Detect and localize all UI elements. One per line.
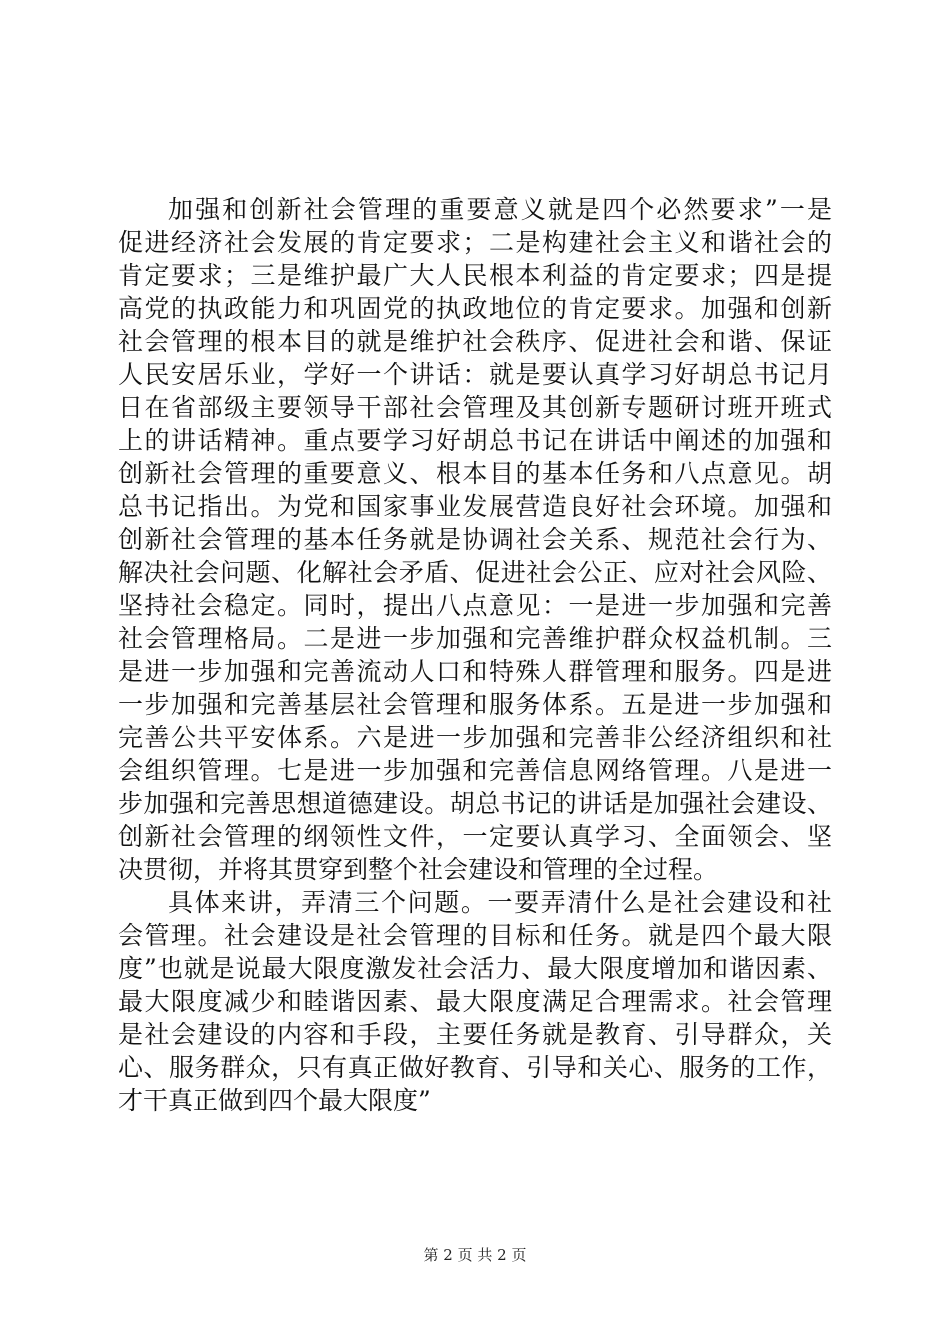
- text-line: 坚持社会稳定。同时，提出八点意见：一是进一步加强和完善: [118, 591, 832, 620]
- text-line: 创新社会管理的纲领性文件，一定要认真学习、全面领会、坚: [118, 822, 832, 851]
- text-line: 心、服务群众，只有真正做好教育、引导和关心、服务的工作，: [118, 1053, 832, 1082]
- text-line: 肯定要求；三是维护最广大人民根本利益的肯定要求；四是提: [118, 261, 832, 290]
- text-line: 解决社会问题、化解社会矛盾、促进社会公正、应对社会风险、: [118, 558, 832, 587]
- text-line: 创新社会管理的基本任务就是协调社会关系、规范社会行为、: [118, 525, 832, 554]
- text-line: 促进经济社会发展的肯定要求；二是构建社会主义和谐社会的: [118, 228, 832, 257]
- text-line: 创新社会管理的重要意义、根本目的基本任务和八点意见。胡: [118, 459, 832, 488]
- text-line: 会组织管理。七是进一步加强和完善信息网络管理。八是进一: [118, 756, 832, 785]
- text-line: 总书记指出。为党和国家事业发展营造良好社会环境。加强和: [118, 492, 832, 521]
- paragraph: [118, 193, 832, 886]
- text-line: 是社会建设的内容和手段，主要任务就是教育、引导群众，关: [118, 1020, 832, 1049]
- text-line: 高党的执政能力和巩固党的执政地位的肯定要求。加强和创新: [118, 294, 832, 323]
- text-line: 步加强和完善思想道德建设。胡总书记的讲话是加强社会建设、: [118, 789, 832, 818]
- document-body: [118, 193, 832, 1117]
- text-line: 社会管理格局。二是进一步加强和完善维护群众权益机制。三: [118, 624, 832, 653]
- text-line: 具体来讲，弄清三个问题。一要弄清什么是社会建设和社: [168, 888, 832, 917]
- text-line: 日在省部级主要领导干部社会管理及其创新专题研讨班开班式: [118, 393, 832, 422]
- text-line: 一步加强和完善基层社会管理和服务体系。五是进一步加强和: [118, 690, 832, 719]
- paragraph: [118, 886, 832, 1117]
- text-line: 是进一步加强和完善流动人口和特殊人群管理和服务。四是进: [118, 657, 832, 686]
- text-line: 度”也就是说最大限度激发社会活力、最大限度增加和谐因素、: [118, 954, 832, 983]
- text-line: 决贯彻，并将其贯穿到整个社会建设和管理的全过程。: [118, 855, 719, 884]
- text-line: 社会管理的根本目的就是维护社会秩序、促进社会和谐、保证: [118, 327, 832, 356]
- page-footer: 第 2 页 共 2 页: [423, 1246, 527, 1264]
- text-line: 才干真正做到四个最大限度”: [118, 1086, 431, 1115]
- text-line: 人民安居乐业，学好一个讲话：就是要认真学习好胡总书记月: [118, 360, 832, 389]
- text-line: 会管理。社会建设是社会管理的目标和任务。就是四个最大限: [118, 921, 832, 950]
- text-line: 完善公共平安体系。六是进一步加强和完善非公经济组织和社: [118, 723, 832, 752]
- text-line: 最大限度减少和睦谐因素、最大限度满足合理需求。社会管理: [118, 987, 832, 1016]
- text-line: 上的讲话精神。重点要学习好胡总书记在讲话中阐述的加强和: [118, 426, 832, 455]
- text-line: 加强和创新社会管理的重要意义就是四个必然要求”一是: [168, 195, 832, 224]
